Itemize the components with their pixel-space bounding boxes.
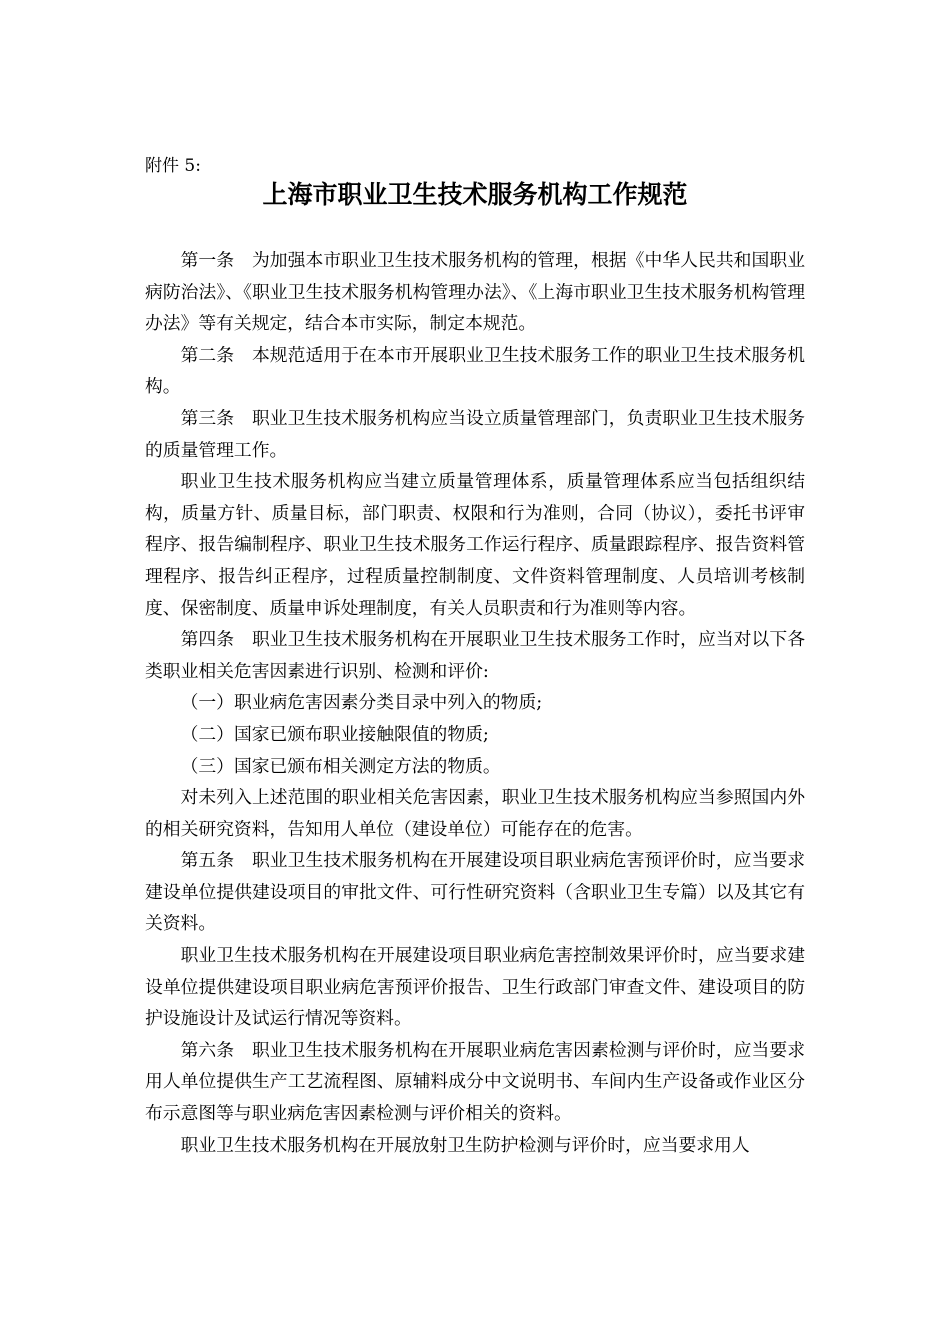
article-1-paragraph: 第一条 为加强本市职业卫生技术服务机构的管理，根据《中华人民共和国职业病防治法》、《职业卫生技术服务机构管理办法》、《上海市职业卫生技术服务机构管理办法》等有关规定，结合本市实际，制定本规范。 xyxy=(145,250,805,335)
list-item-3: （三）国家已颁布相关测定方法的物质。 xyxy=(180,755,501,777)
article-3-paragraph: 第三条 职业卫生技术服务机构应当设立质量管理部门，负责职业卫生技术服务的质量管理工作。 xyxy=(145,407,805,461)
radiation-protection-paragraph: 职业卫生技术服务机构在开展放射卫生防护检测与评价时，应当要求用人 xyxy=(180,1134,750,1156)
quality-system-paragraph: 职业卫生技术服务机构应当建立质量管理体系，质量管理体系应当包括组织结构，质量方针、质量目标，部门职责、权限和行为准则，合同（协议），委托书评审程序、报告编制程序、职业卫生技术服务工作运行程序、质量跟踪程序、报告资料管理程序、报告纠正程序，过程质量控制制度、文件资料管理制度、人员培训考核制度、保密制度、质量申诉处理制度，有关人员职责和行为准则等内容。 xyxy=(145,471,805,619)
document-title: 上海市职业卫生技术服务机构工作规范 xyxy=(262,180,688,209)
article-5-paragraph: 第五条 职业卫生技术服务机构在开展建设项目职业病危害预评价时，应当要求建设单位提供建设项目的审批文件、可行性研究资料（含职业卫生专篇）以及其它有关资料。 xyxy=(145,850,805,935)
article-6-paragraph: 第六条 职业卫生技术服务机构在开展职业病危害因素检测与评价时，应当要求用人单位提供生产工艺流程图、原辅料成分中文说明书、车间内生产设备或作业区分布示意图等与职业病危害因素检测与评价相关的资料。 xyxy=(145,1039,805,1125)
control-effect-paragraph: 职业卫生技术服务机构在开展建设项目职业病危害控制效果评价时，应当要求建设单位提供建设项目职业病危害预评价报告、卫生行政部门审查文件、建设项目的防护设施设计及试运行情况等资料。 xyxy=(145,945,805,1030)
attachment-label: 附件 5: xyxy=(145,156,201,176)
list-item-2: （二）国家已颁布职业接触限值的物质; xyxy=(180,723,489,745)
document-body xyxy=(145,245,805,1161)
article-4-paragraph: 第四条 职业卫生技术服务机构在开展职业卫生技术服务工作时，应当对以下各类职业相关危害因素进行识别、检测和评价: xyxy=(145,629,805,682)
article-2-paragraph: 第二条 本规范适用于在本市开展职业卫生技术服务工作的职业卫生技术服务机构。 xyxy=(145,344,805,398)
list-item-1: （一）职业病危害因素分类目录中列入的物质; xyxy=(180,692,543,714)
unlisted-factors-paragraph: 对未列入上述范围的职业相关危害因素，职业卫生技术服务机构应当参照国内外的相关研究资料，告知用人单位（建设单位）可能存在的危害。 xyxy=(145,787,805,840)
